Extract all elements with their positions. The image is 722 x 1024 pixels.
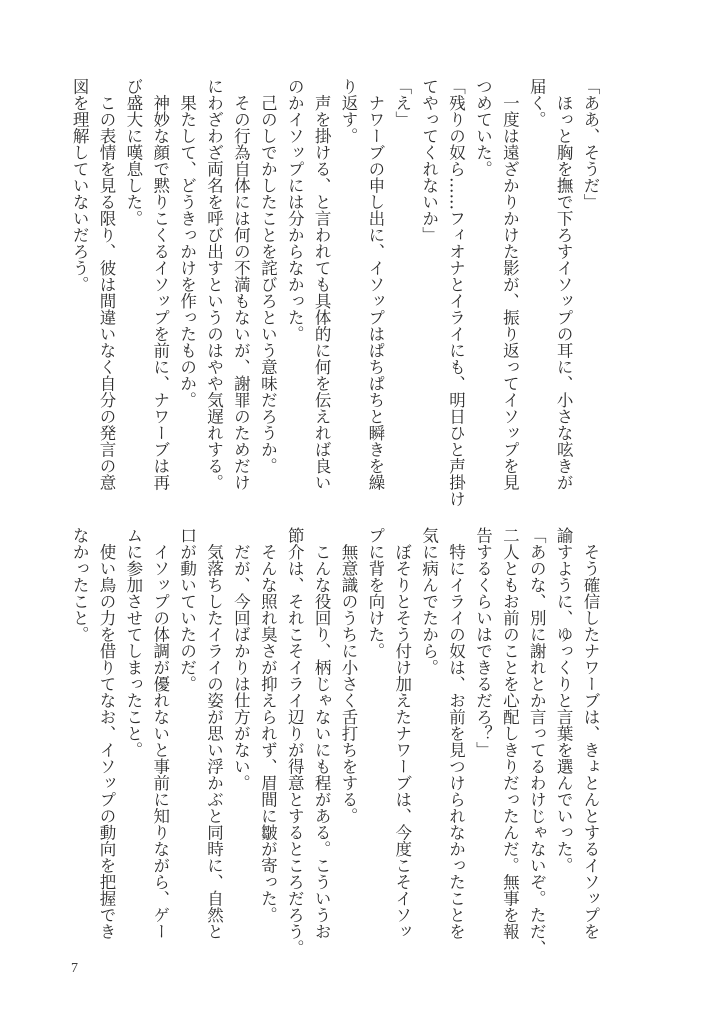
text-line: ナワーブの申し出に、イソップはぱちぱちと瞬きを繰 — [365, 78, 385, 491]
text-line: 神妙な顔で黙りこくるイソップを前に、ナワーブは再 — [150, 78, 170, 491]
text-line: 節介は、それこそイライ辺りが得意とするところだろう。 — [285, 527, 305, 956]
upper-text-tier — [65, 78, 603, 523]
text-line: 特にイライの奴は、お前を見つけられなかったことを — [446, 527, 466, 940]
text-line: こんな役回り、柄じゃないにも程がある。こういうお — [312, 527, 332, 940]
page-number: 7 — [71, 961, 78, 976]
text-line: のかイソップには分からなかった。 — [285, 78, 305, 342]
text-line: 諭すように、ゆっくりと言葉を選んでいった。 — [554, 527, 574, 874]
text-line: 無意識のうちに小さく舌打ちをする。 — [338, 527, 358, 824]
text-line: プに背を向けた。 — [365, 527, 385, 659]
text-line: ぼそりとそう付け加えたナワーブは、今度こそイソッ — [392, 527, 412, 940]
text-line: その行為自体には何の不満もないが、謝罪のためだけ — [231, 78, 251, 491]
text-line: 使い鳥の力を借りてなお、イソップの動向を把握でき — [96, 527, 116, 940]
text-line: 図を理解していないだろう。 — [70, 78, 90, 293]
text-line: 「あのな、別に謝れとか言ってるわけじゃないぞ。ただ、 — [527, 527, 547, 956]
text-line: だが、今回ばかりは仕方がない。 — [231, 527, 251, 791]
text-line: 「ああ、そうだ」 — [581, 78, 600, 210]
text-line: そんな照れ臭さが抑えられず、眉間に皺が寄った。 — [258, 527, 278, 923]
text-line: なかったこと。 — [70, 527, 90, 643]
text-line: 口が動いていたのだ。 — [177, 527, 197, 692]
text-line: 届く。 — [527, 78, 547, 128]
text-line: にわざわざ両名を呼び出すというのはやや気遅れする。 — [204, 78, 224, 491]
lower-text-tier — [65, 527, 603, 972]
text-line: 「え」 — [392, 78, 412, 128]
text-line: 告するくらいはできるだろ？」 — [473, 527, 493, 758]
text-line: ほっと胸を撫で下ろすイソップの耳に、小さな呟きが — [554, 78, 574, 491]
text-line: この表情を見る限り、彼は間違いなく自分の発言の意 — [96, 78, 116, 491]
text-line: り返す。 — [338, 78, 358, 144]
text-line: そう確信したナワーブは、きょとんとするイソップを — [581, 527, 600, 940]
text-line: 「残りの奴ら……フィオナとイライにも、明日ひと声掛け — [446, 78, 466, 507]
text-line: 己のしでかしたことを詫びろという意味だろうか。 — [258, 78, 278, 474]
text-line: イソップの体調が優れないと事前に知りながら、ゲー — [150, 527, 170, 940]
text-line: 一度は遠ざかりかけた影が、振り返ってイソップを見 — [500, 78, 520, 491]
text-line: び盛大に嘆息した。 — [123, 78, 143, 227]
text-line: つめていた。 — [473, 78, 493, 177]
text-line: 果たして、どうきっかけを作ったものか。 — [177, 78, 197, 408]
text-line: 声を掛ける、と言われても具体的に何を伝えれば良い — [312, 78, 332, 491]
text-line: 気落ちしたイライの姿が思い浮かぶと同時に、自然と — [204, 527, 224, 940]
text-line: 気に病んでたから。 — [419, 527, 439, 676]
text-line: てやってくれないか」 — [419, 78, 439, 243]
text-line: 二人ともお前のことを心配しきりだったんだ。無事を報 — [500, 527, 520, 940]
text-line: ムに参加させてしまったこと。 — [123, 527, 143, 758]
